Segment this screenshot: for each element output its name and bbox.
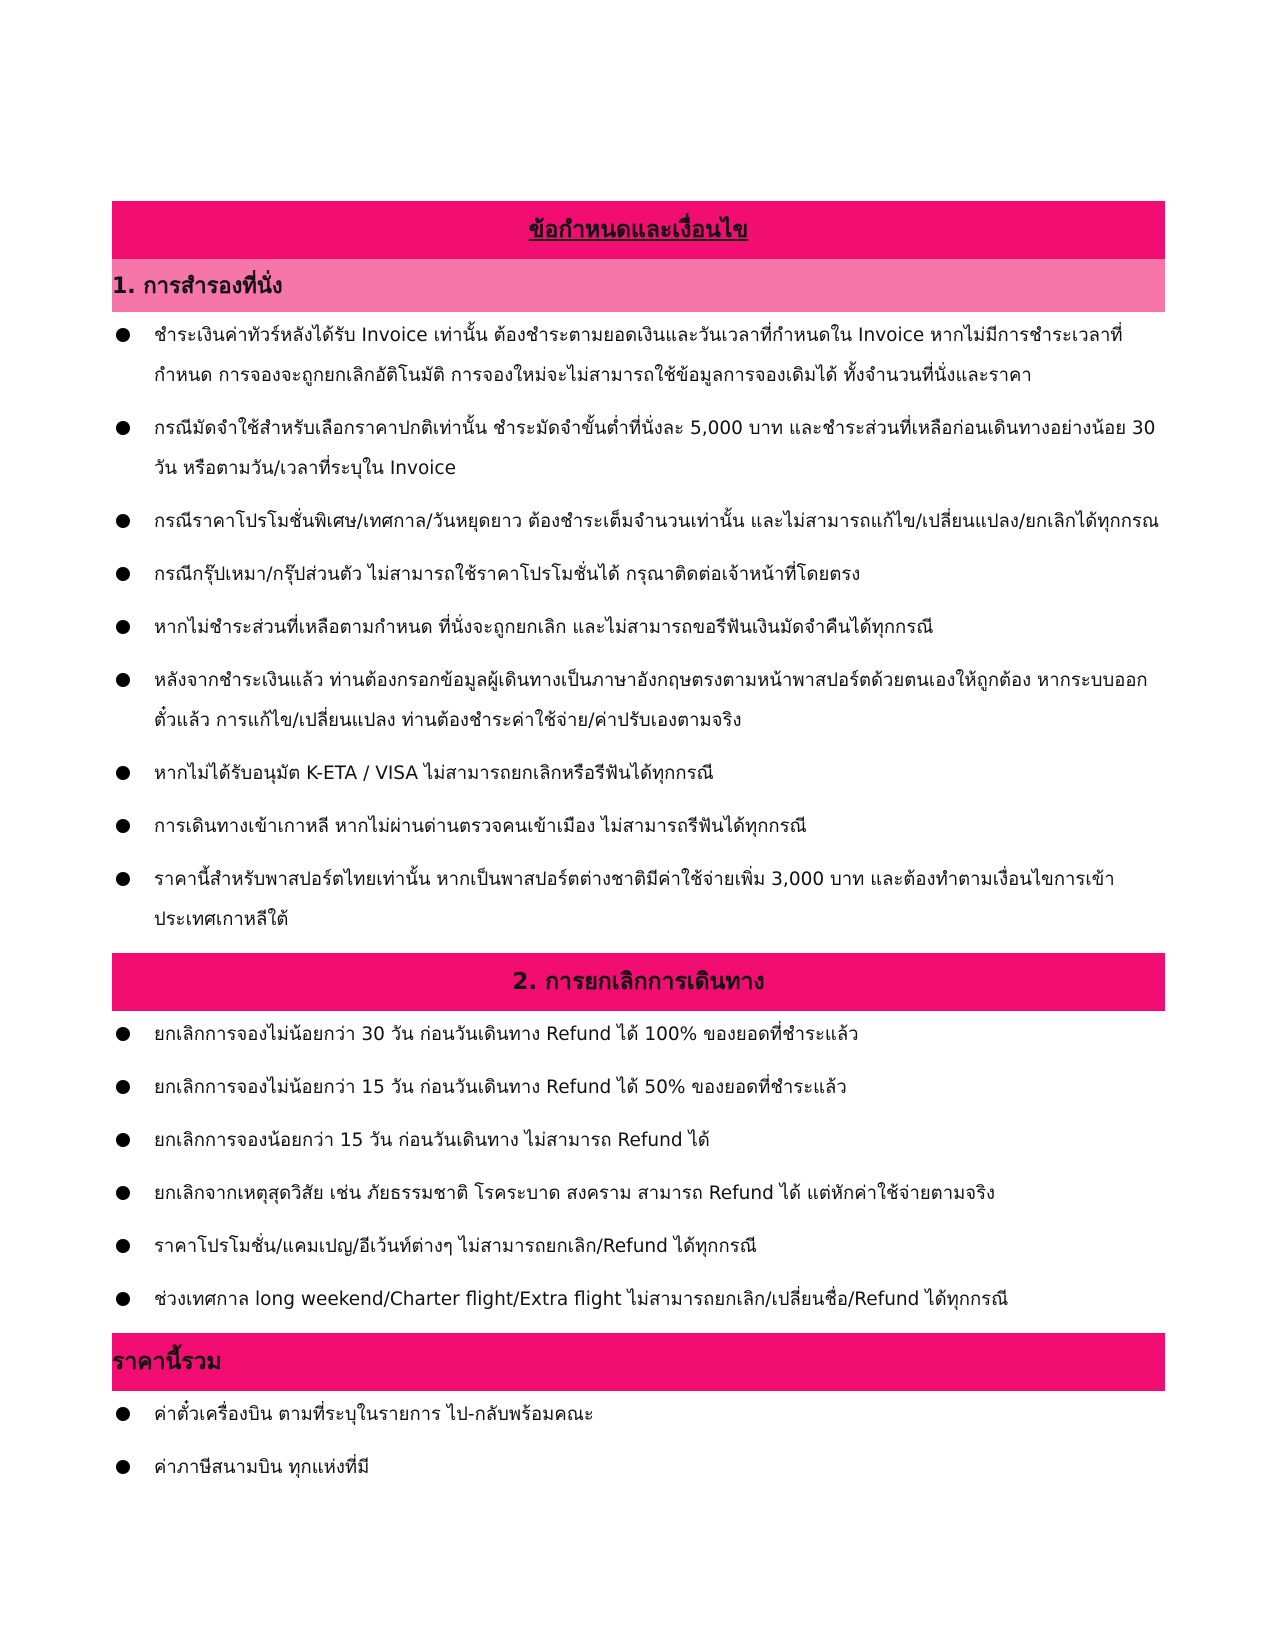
bullet-icon xyxy=(116,1133,130,1147)
list-item xyxy=(112,754,1165,794)
terms-document xyxy=(112,201,1165,1501)
bullet-icon xyxy=(116,620,130,634)
section-heading-reservation xyxy=(112,259,1165,312)
list-item xyxy=(112,608,1165,648)
list-item xyxy=(112,807,1165,847)
list-item-text: กรณีราคาโปรโมชั่นพิเศษ/เทศกาล/วันหยุดยาว ต้องชำระเต็มจำนวนเท่านั้น และไม่สามารถแก้ไข/เปลี่ยนแปลง/ยกเลิกได้ทุกกรณ xyxy=(154,511,1160,532)
section-heading-text: 2. การยกเลิกการเดินทาง xyxy=(512,969,765,995)
list-item-text: ชำระเงินค่าทัวร์หลังได้รับ Invoice เท่านั้น ต้องชำระตามยอดเงินและวันเวลาที่กำหนดใน Invoice หากไม่มีการชำระเวลาที่กำหนด การจองจะถูกยกเลิกอัติโนมัติ การจองใหม่จะไม่สามารถใช้ข้อมูลการจองเดิมได้ ทั้งจำนวนที่นั่งและราคา xyxy=(154,325,1123,386)
list-item xyxy=(112,661,1165,741)
bullet-icon xyxy=(116,1186,130,1200)
list-item xyxy=(112,1448,1165,1488)
list-item xyxy=(112,1174,1165,1214)
bullet-icon xyxy=(116,819,130,833)
list-item xyxy=(112,1015,1165,1055)
section-heading-text: ราคานี้รวม xyxy=(112,1349,222,1375)
list-item-text: การเดินทางเข้าเกาหลี หากไม่ผ่านด่านตรวจคนเข้าเมือง ไม่สามารถรีฟันได้ทุกกรณี xyxy=(154,816,807,837)
list-item xyxy=(112,1280,1165,1320)
page-title: ข้อกำหนดและเงื่อนไข xyxy=(528,217,749,243)
list-item-text: หากไม่ชำระส่วนที่เหลือตามกำหนด ที่นั่งจะถูกยกเลิก และไม่สามารถขอรีฟันเงินมัดจำคืนได้ทุกกรณี xyxy=(154,617,934,638)
bullet-icon xyxy=(116,673,130,687)
list-item-text: ค่าตั๋วเครื่องบิน ตามที่ระบุในรายการ ไป-กลับพร้อมคณะ xyxy=(154,1404,594,1425)
list-item xyxy=(112,1395,1165,1435)
list-item-text: กรณีกรุ๊ปเหมา/กรุ๊ปส่วนตัว ไม่สามารถใช้ราคาโปรโมชั่นได้ กรุณาติดต่อเจ้าหน้าที่โดยตรง xyxy=(154,564,861,585)
section-heading-text: 1. การสำรองที่นั่ง xyxy=(112,274,283,299)
bullet-icon xyxy=(116,567,130,581)
bullet-icon xyxy=(116,1080,130,1094)
list-item-text: ราคานี้สำหรับพาสปอร์ตไทยเท่านั้น หากเป็นพาสปอร์ตต่างชาติมีค่าใช้จ่ายเพิ่ม 3,000 บาท และต้องทำตามเงื่อนไขการเข้าประเทศเกาหลีใต้ xyxy=(154,869,1115,930)
list-item xyxy=(112,1068,1165,1108)
bullet-icon xyxy=(116,1239,130,1253)
bullet-icon xyxy=(116,328,130,342)
list-item xyxy=(112,555,1165,595)
list-item-text: หลังจากชำระเงินแล้ว ท่านต้องกรอกข้อมูลผู้เดินทางเป็นภาษาอังกฤษตรงตามหน้าพาสปอร์ตด้วยตนเองให้ถูกต้อง หากระบบออกตั๋วแล้ว การแก้ไข/เปลี่ยนแปลง ท่านต้องชำระค่าใช้จ่าย/ค่าปรับเองตามจริง xyxy=(154,670,1148,731)
reservation-list xyxy=(112,316,1165,940)
section-heading-price-includes xyxy=(112,1333,1165,1391)
list-item xyxy=(112,1121,1165,1161)
section-heading-cancellation xyxy=(112,953,1165,1011)
list-item xyxy=(112,502,1165,542)
bullet-icon xyxy=(116,1292,130,1306)
bullet-icon xyxy=(116,1407,130,1421)
list-item xyxy=(112,409,1165,489)
bullet-icon xyxy=(116,1460,130,1474)
list-item-text: ยกเลิกการจองไม่น้อยกว่า 30 วัน ก่อนวันเดินทาง Refund ได้ 100% ของยอดที่ชำระแล้ว xyxy=(154,1024,859,1045)
list-item-text: ค่าภาษีสนามบิน ทุกแห่งที่มี xyxy=(154,1457,370,1478)
list-item-text: กรณีมัดจำใช้สำหรับเลือกราคาปกติเท่านั้น ชำระมัดจำขั้นต่ำที่นั่งละ 5,000 บาท และชำระส่วนที่เหลือก่อนเดินทางอย่างน้อย 30 วัน หรือตามวัน/เวลาที่ระบุใน Invoice xyxy=(154,418,1156,479)
bullet-icon xyxy=(116,1027,130,1041)
cancellation-list xyxy=(112,1015,1165,1320)
list-item-text: ยกเลิกการจองไม่น้อยกว่า 15 วัน ก่อนวันเดินทาง Refund ได้ 50% ของยอดที่ชำระแล้ว xyxy=(154,1077,847,1098)
list-item xyxy=(112,860,1165,940)
list-item-text: ยกเลิกจากเหตุสุดวิสัย เช่น ภัยธรรมชาติ โรคระบาด สงคราม สามารถ Refund ได้ แต่หักค่าใช้จ่ายตามจริง xyxy=(154,1183,996,1204)
price-includes-list xyxy=(112,1395,1165,1488)
list-item-text: ช่วงเทศกาล long weekend/Charter flight/Extra flight ไม่สามารถยกเลิก/เปลี่ยนชื่อ/Refund ได้ทุกกรณี xyxy=(154,1289,1009,1310)
bullet-icon xyxy=(116,514,130,528)
bullet-icon xyxy=(116,872,130,886)
title-banner xyxy=(112,201,1165,259)
bullet-icon xyxy=(116,766,130,780)
list-item xyxy=(112,1227,1165,1267)
list-item xyxy=(112,316,1165,396)
list-item-text: ราคาโปรโมชั่น/แคมเปญ/อีเว้นท์ต่างๆ ไม่สามารถยกเลิก/Refund ได้ทุกกรณี xyxy=(154,1236,757,1257)
list-item-text: หากไม่ได้รับอนุมัต K-ETA / VISA ไม่สามารถยกเลิกหรือรีฟันได้ทุกกรณี xyxy=(154,763,714,784)
bullet-icon xyxy=(116,421,130,435)
list-item-text: ยกเลิกการจองน้อยกว่า 15 วัน ก่อนวันเดินทาง ไม่สามารถ Refund ได้ xyxy=(154,1130,710,1151)
